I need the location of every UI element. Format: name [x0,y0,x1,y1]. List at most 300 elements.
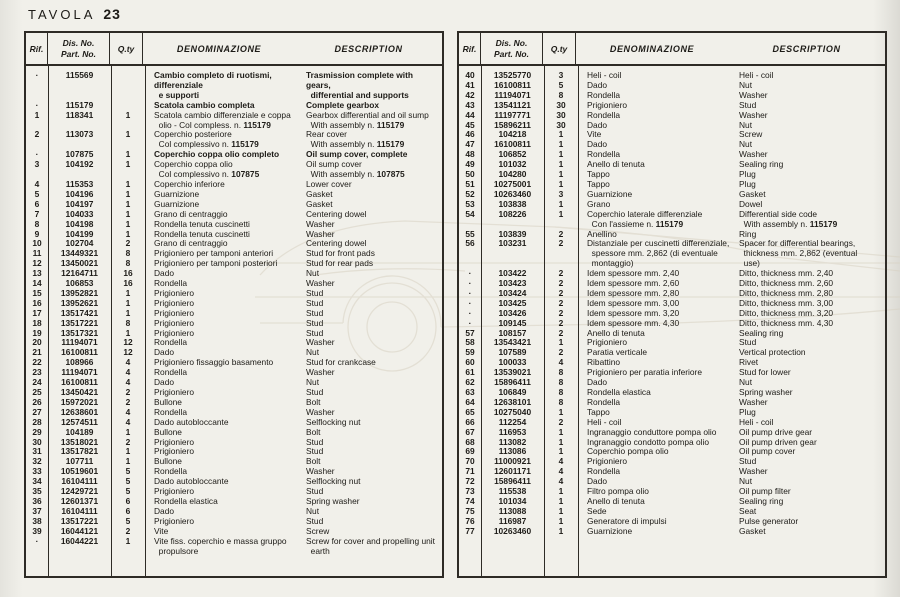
part-number-cell: 11197771 [494,109,531,120]
description-line: Oil sump cover, complete [306,149,408,160]
rif-cell: 22 [32,357,42,368]
part-number-cell: 103422 [498,268,527,279]
part-number-cell: 106849 [498,387,527,397]
denominazione-line: Prigioniero per paratia inferiore [587,367,702,378]
description-cell [730,527,885,537]
rif-cell: 39 [32,525,42,536]
rif-cell: 21 [32,347,42,358]
rif-cell: 44 [465,109,475,120]
qty-cell: 1 [125,446,131,457]
description-line: Stud for rear pads [306,258,374,269]
rif-cell: 45 [465,119,475,130]
qty-cell: 1 [125,228,131,239]
denominazione-line: Idem spessore mm. 3,00 [587,297,680,308]
part-number-cell: 102704 [65,238,94,249]
description-line: Differential side code [739,208,818,219]
rif-cell: · [35,149,39,160]
rif-cell: 35 [32,486,42,497]
description-line: Sealing ring [739,495,784,506]
denominazione-line: Prigioniero per tamponi posteriori [154,258,278,269]
qty-cell: 1 [558,198,564,209]
table-row [26,160,442,180]
rif-cell: 60 [465,357,475,368]
qty-cell: 2 [125,525,131,536]
description-line: Stud [306,436,324,447]
qty-cell: 1 [558,495,564,506]
rif-cell: 37 [32,505,42,516]
qty-cell: 12 [123,347,133,358]
rif-cell: · [468,317,472,328]
qty-cell: 4 [558,466,564,477]
qty-cell: 1 [558,436,564,447]
denominazione-line: Idem spessore mm. 3,20 [587,307,680,318]
description-line: Spring washer [739,387,793,397]
denominazione-line: Coperchio pompa olio [587,446,669,457]
denominazione-line: Guarnizione [587,525,633,536]
qty-cell: 5 [558,79,564,90]
part-number-cell: 13543421 [493,337,532,348]
part-number-cell: 104192 [65,159,94,170]
denominazione-line: Prigioniero [154,436,195,447]
column-header-rif: Rif. [459,33,481,64]
denominazione-line: Scatola cambio differenziale e coppa [154,109,291,120]
part-number-cell: 113088 [498,505,527,516]
rif-cell: 64 [465,396,475,407]
qty-cell: 4 [125,377,131,388]
denominazione-line: Anellino [587,228,617,239]
qty-cell: 1 [558,169,564,180]
rif-cell: 46 [465,129,475,140]
part-number-cell: 118341 [65,109,94,120]
description-line: Stud [739,456,757,467]
table-row [459,527,885,537]
denominazione-line: Prigioniero [154,387,195,397]
denominazione-cell [578,527,730,537]
description-line: With assembly n. 115179 [739,218,838,229]
description-line: Nut [739,476,753,487]
part-number-cell: 16044221 [60,535,99,546]
rif-cell: 59 [465,347,475,358]
qty-cell: 2 [558,307,564,318]
rif-cell: 38 [32,515,42,526]
denominazione-line: Dado autobloccante [154,416,229,427]
part-number-cell: 10263460 [493,188,532,199]
rif-cell: 10 [32,238,42,249]
denominazione-line: Idem spessore mm. 2,60 [587,278,680,289]
denominazione-cell [145,220,297,230]
part-number-cell: 13541121 [494,99,531,110]
part-number-cell: 15896211 [494,119,531,130]
column-header-description: DESCRIPTION [772,43,841,54]
rif-cell: 51 [465,178,475,189]
description-cell [297,71,442,101]
part-number-cell: 13952621 [60,297,99,308]
rif-cell: 32 [32,456,42,467]
part-number-cell: 107711 [65,456,94,467]
qty-cell: 1 [125,109,131,120]
part-number-cell: 103231 [498,238,527,249]
part-number-cell: 115353 [65,178,94,189]
denominazione-line: Rondella [587,109,621,120]
denominazione-cell [578,210,730,230]
qty-cell: 16 [123,278,133,289]
denominazione-line: Guarnizione [154,188,200,199]
denominazione-cell [145,130,297,150]
qty-cell: 8 [125,317,131,328]
part-number-cell: 104033 [65,208,94,219]
description-cell [730,210,885,230]
denominazione-line: Col complessivo n. 107875 [154,169,260,180]
description-line: Centering dowel [306,238,367,249]
table-body [26,66,442,576]
description-line: Washer [739,466,768,477]
part-number-cell: 11194071 [61,337,98,348]
description-line: thickness mm. 2,862 (eventual [739,248,858,259]
rif-cell: 67 [465,426,475,437]
description-line: Stud [739,99,757,110]
description-line: Bolt [306,426,321,437]
qty-cell: 1 [125,178,131,189]
qty-cell: 1 [125,218,131,229]
part-number-cell: 104196 [65,188,94,199]
qty-cell: 1 [558,178,564,189]
qty-cell: 1 [558,406,564,417]
denominazione-line: Prigioniero fissaggio basamento [154,357,274,368]
rif-cell: 62 [465,377,475,388]
column-header-part-no [48,33,110,64]
qty-cell: 1 [125,198,131,209]
denominazione-line: Dado [587,79,608,90]
qty-cell: 1 [125,208,131,219]
part-number-cell: 115538 [498,486,527,497]
description-line: Heli - coil [739,70,774,80]
rif-cell: 74 [465,495,475,506]
description-line: Plug [739,406,756,417]
denominazione-cell [145,111,297,131]
qty-cell: 2 [558,327,564,338]
description-line: Washer [306,337,335,348]
description-line: Gearbox differential and oil sump [306,109,429,120]
qty-cell: 1 [558,515,564,526]
qty-cell: 3 [558,70,564,80]
rif-cell: 36 [32,495,42,506]
denominazione-line: olio - Col compless. n. 115179 [154,119,271,130]
description-line: Stud [306,486,324,497]
rif-cell: 5 [34,188,40,199]
rif-cell: 63 [465,387,475,397]
description-line: Ditto, thickness mm. 2,60 [739,278,834,289]
denominazione-line: Prigioniero per tamponi anteriori [154,248,274,259]
rif-cell: 40 [465,70,475,80]
description-line: Nut [306,268,320,279]
denominazione-line: Filtro pompa olio [587,486,649,497]
qty-cell: 8 [558,396,564,407]
description-line: Plug [739,178,756,189]
description-line: Sealing ring [739,159,784,170]
denominazione-line: Paratia verticale [587,347,648,358]
denominazione-line: Anello di tenuta [587,327,645,338]
parts-table-left [24,31,444,578]
qty-cell: 1 [558,159,564,170]
rif-cell: 61 [465,367,475,378]
denominazione-line: Dado [587,139,608,150]
qty-cell: 1 [125,188,131,199]
rif-cell: 42 [465,89,475,100]
qty-cell: 2 [558,228,564,239]
rif-cell: 19 [32,327,42,338]
rif-cell: · [468,268,472,279]
denominazione-line: Rondella elastica [587,387,651,397]
qty-cell: 5 [125,486,131,497]
qty-cell: 8 [558,377,564,388]
part-number-cell: 13517221 [60,317,99,328]
denominazione-line: Rondella [587,396,621,407]
rif-cell: 6 [34,198,40,209]
description-line: With assembly n. 115179 [306,119,405,130]
description-line: Ditto, thickness mm. 4,30 [739,317,834,328]
column-header-denominazione: DENOMINAZIONE [609,43,695,54]
denominazione-line: Ribattino [587,357,621,368]
denominazione-cell [578,239,730,269]
description-line: Oil pump cover [739,446,796,457]
denominazione-line: Prigioniero [587,99,628,110]
description-line: Spring washer [306,495,360,506]
denominazione-line: Rondella tenuta cuscinetti [154,228,250,239]
denominazione-line: Prigioniero [587,456,628,467]
denominazione-line: Dado [154,347,175,358]
qty-cell: 1 [125,327,131,338]
denominazione-line: Grano [587,198,611,209]
denominazione-line: Bullone [154,426,182,437]
rif-cell: 73 [465,486,475,497]
qty-cell: 1 [558,505,564,516]
qty-cell: 12 [123,337,133,348]
description-line: Washer [306,406,335,417]
qty-cell: 8 [558,89,564,100]
qty-cell: 8 [125,248,131,259]
denominazione-line: Dado [587,119,608,130]
description-line: Stud [306,387,324,397]
denominazione-line: Dado autobloccante [154,476,229,487]
qty-cell: 4 [558,456,564,467]
qty-cell: 6 [125,495,131,506]
description-line: Gasket [306,198,333,209]
denominazione-line: Prigioniero [154,287,195,298]
rif-cell: 48 [465,149,475,160]
description-line: Stud [306,446,324,457]
description-line: Stud [306,287,324,298]
rif-cell: 8 [34,218,40,229]
rif-cell: 12 [32,258,42,269]
qty-cell: 1 [558,486,564,497]
denominazione-line: Coperchio posteriore [154,129,232,140]
rif-cell: 49 [465,159,475,170]
table-row [26,220,442,230]
part-number-cell: 13518021 [60,436,99,447]
part-number-cell: 108966 [65,357,94,368]
rif-cell: 68 [465,436,475,447]
rif-cell: 27 [32,406,42,417]
part-number-cell: 12638601 [60,406,99,417]
denominazione-line: Vite fiss. coperchio e massa gruppo [154,535,287,546]
qty-cell: 2 [558,287,564,298]
part-number-cell: 104197 [65,198,94,209]
rif-cell: 33 [32,466,42,477]
rif-cell: 72 [465,476,475,487]
denominazione-line: Generatore di impulsi [587,515,667,526]
rif-cell: 70 [465,456,475,467]
part-number-cell: 10519601 [60,466,99,477]
part-number-cell: 16044121 [60,525,99,536]
part-number-cell: 16104111 [61,505,98,516]
denominazione-line: Rondella [154,367,188,378]
denominazione-line: Coperchio laterale differenziale [587,208,703,219]
rif-cell: 15 [32,287,42,298]
description-line: Trasmission complete with gears, [306,70,416,90]
description-line: Screw [306,525,330,536]
part-number-cell: 104198 [65,218,94,229]
description-line: Washer [739,89,768,100]
qty-cell: 4 [125,416,131,427]
qty-cell: 4 [558,476,564,487]
denominazione-line: Distanziale per cuscinetti differenziale, [587,238,730,249]
denominazione-line: Guarnizione [154,198,200,209]
rif-cell: 31 [32,446,42,457]
description-line: Sealing ring [739,327,784,338]
part-number-cell: 13517821 [60,446,99,457]
qty-cell: 1 [125,129,131,140]
rif-cell: 43 [465,99,475,110]
column-header-qty: Q.ty [543,33,576,64]
denominazione-line: Prigioniero [154,515,195,526]
qty-cell: 2 [558,238,564,249]
denominazione-line: Ingranaggio condotto pompa olio [587,436,709,447]
description-cell [730,239,885,269]
rif-cell: 18 [32,317,42,328]
description-line: Oil sump cover [306,159,362,170]
denominazione-line: Dado [154,377,175,388]
description-cell [730,111,885,121]
qty-cell: 1 [125,287,131,298]
part-number-cell: 115569 [65,70,94,80]
qty-cell: 1 [125,297,131,308]
denominazione-line: propulsore [154,545,199,556]
rif-cell: 25 [32,387,42,397]
part-number-cell: 12638101 [493,396,532,407]
description-line: Stud [306,515,324,526]
rif-cell: 57 [465,327,475,338]
description-line: Oil pump driven gear [739,436,817,447]
part-number-cell: 10263460 [493,525,532,536]
denominazione-line: Grano di centraggio [154,208,228,219]
denominazione-line: Dado [154,268,175,279]
denominazione-line: Prigioniero [154,446,195,457]
description-cell [730,467,885,477]
description-cell [730,130,885,140]
description-cell [297,160,442,180]
qty-cell: 2 [558,278,564,289]
denominazione-line: Anello di tenuta [587,495,645,506]
part-number-cell: 100033 [498,357,527,368]
rif-cell: · [468,297,472,308]
description-line: Nut [306,505,320,516]
rif-cell: 34 [32,476,42,487]
rif-cell: · [35,99,39,110]
part-number-cell: 104189 [65,426,94,437]
qty-cell: 1 [558,129,564,140]
denominazione-line: e supporti [154,89,200,100]
qty-cell: 3 [558,188,564,199]
part-number-cell: 104280 [498,169,527,180]
part-number-cell: 113073 [65,129,94,140]
rif-cell: 47 [465,139,475,150]
part-number-cell: 13952821 [60,287,99,298]
rif-cell: 58 [465,337,475,348]
denominazione-line: Rondella elastica [154,495,218,506]
qty-cell: 1 [558,337,564,348]
denominazione-line: Con l'assieme n. 115179 [587,218,684,229]
qty-cell: 30 [556,99,566,110]
denominazione-line: Rondella [154,337,188,348]
description-line: Washer [306,218,335,229]
qty-cell: 2 [558,297,564,308]
denominazione-line: Prigioniero [154,297,195,308]
table-header [26,33,442,66]
part-number-cell: 10275040 [493,406,532,417]
qty-cell: 1 [558,446,564,457]
part-number-cell: 108157 [498,327,527,338]
table-row [26,111,442,131]
qty-cell: 1 [125,456,131,467]
qty-cell: 2 [558,317,564,328]
rif-cell: · [468,278,472,289]
part-number-cell: 13450021 [60,258,99,269]
part-number-cell: 115179 [65,99,94,110]
qty-cell: 1 [558,525,564,536]
column-header-qty: Q.ty [110,33,143,64]
page-title-word: TAVOLA [28,7,96,22]
column-header-part-no [481,33,543,64]
description-line: Rivet [739,357,759,368]
description-line: Oil pump filter [739,486,791,497]
denominazione-line: Sede [587,505,607,516]
column-header-description: DESCRIPTION [334,43,403,54]
part-number-cell: 13450421 [60,387,99,397]
description-line: Ditto, thickness mm. 3,20 [739,307,834,318]
description-line: Washer [739,396,768,407]
description-line: Gasket [306,188,333,199]
qty-cell: 30 [556,109,566,120]
column-header-rif: Rif. [26,33,48,64]
denominazione-line: Grano di centraggio [154,238,228,249]
rif-cell: 55 [465,228,475,239]
description-line: Nut [306,347,320,358]
description-cell [297,220,442,230]
description-line: Pulse generator [739,515,799,526]
qty-cell: 8 [558,387,564,397]
description-line: Washer [306,367,335,378]
part-number-cell: 16100811 [494,79,531,90]
rif-cell: 30 [32,436,42,447]
denominazione-line: Prigioniero [587,337,628,348]
qty-cell: 4 [125,406,131,417]
rif-cell: · [35,535,39,546]
rif-cell: 71 [465,466,475,477]
column-header-dis-no-line: Dis. No. [62,38,95,48]
part-number-cell: 103425 [498,297,527,308]
description-line: Ditto, thickness mm. 2,80 [739,287,834,298]
denominazione-line: Rondella [587,149,621,160]
